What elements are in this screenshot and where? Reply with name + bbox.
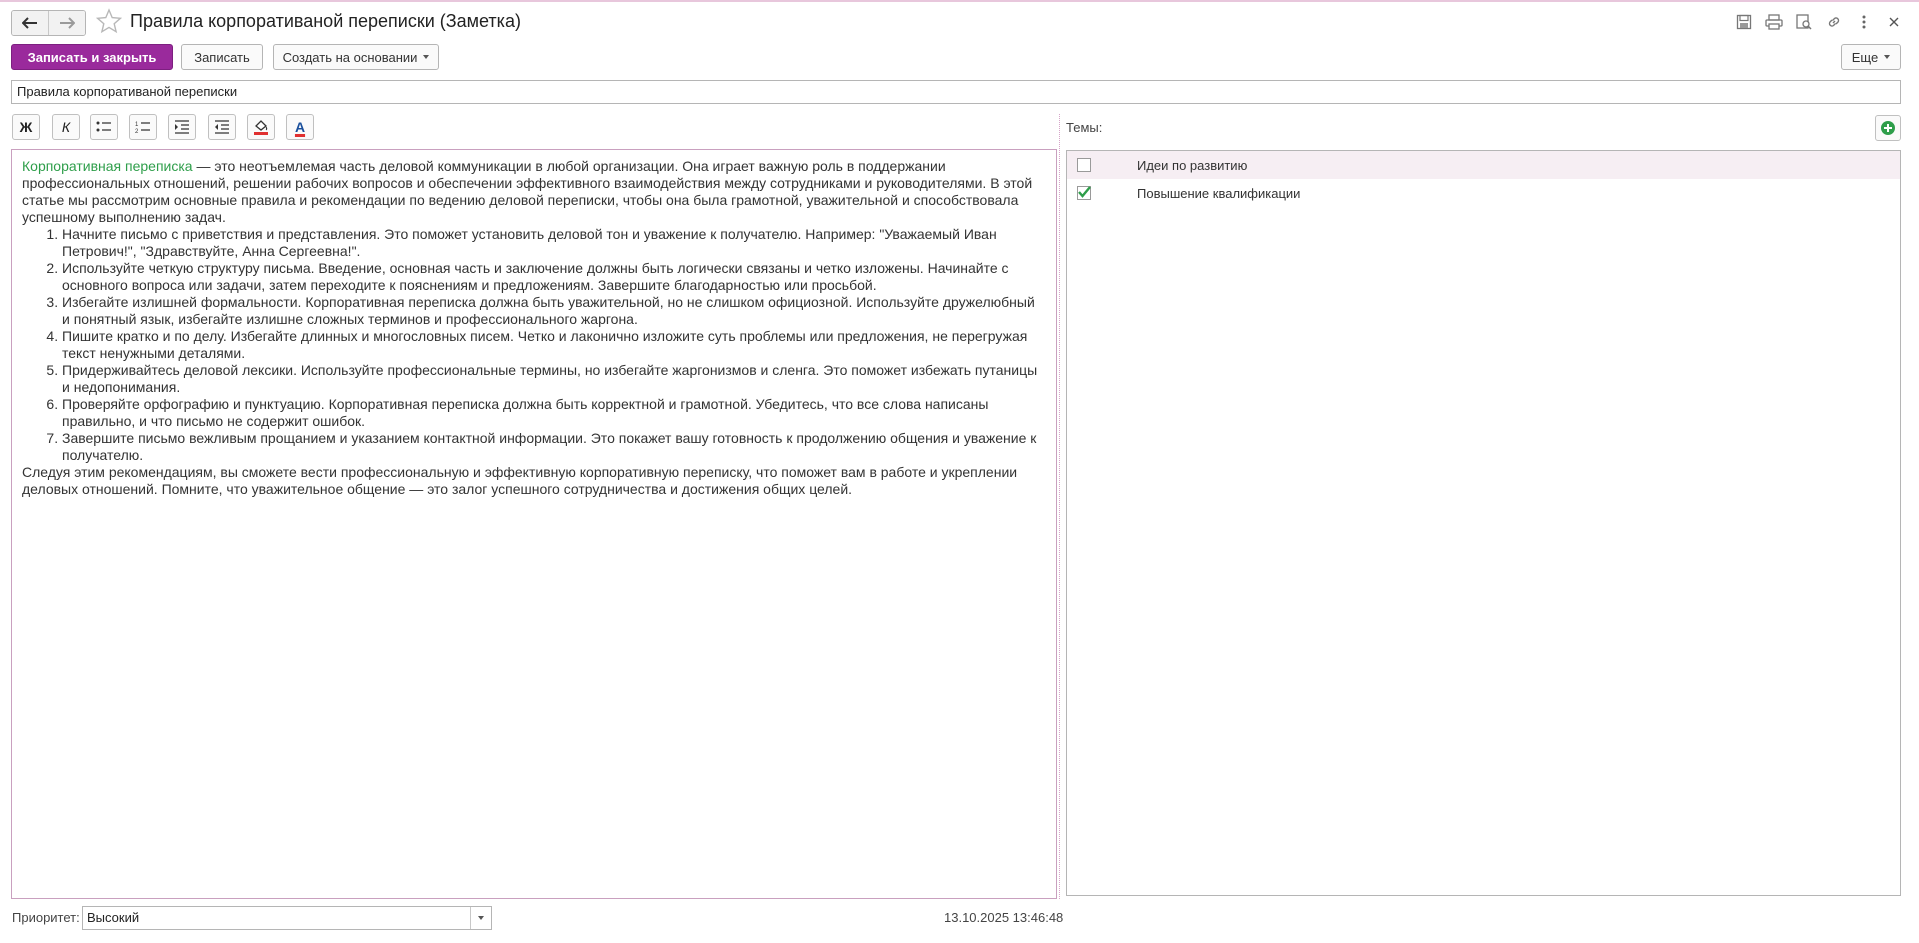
add-theme-button[interactable] <box>1875 115 1901 141</box>
chevron-down-icon <box>423 55 429 59</box>
themes-table <box>1066 150 1901 896</box>
window-top-border <box>0 0 1919 2</box>
outro-paragraph: Следуя этим рекомендациям, вы сможете вести профессиональную и эффективную корпоративную переписку, что поможет вам в работе и укреплении деловых отношений. Помните, что уважительное общение — это залог успешного сотрудничества и достижения общих целей. <box>22 464 1018 497</box>
chevron-down-icon <box>478 916 484 920</box>
save-button[interactable]: Записать <box>181 44 263 70</box>
window-title: Правила корпоративаной переписки (Заметка) <box>130 11 521 31</box>
list-item: 2. Используйте четкую структуру письма. Введение, основная часть и заключение должны быть логически связаны и четко изложены. Начинайте с основного вопроса или задачи, затем переходите к пояснениям и предложениям. Завершите благодарностью или просьбой. <box>62 260 1046 294</box>
panel-splitter[interactable] <box>1059 114 1062 899</box>
arrow-right-icon <box>59 17 75 29</box>
checkmark-icon <box>1077 185 1091 199</box>
more-button[interactable] <box>1841 44 1901 70</box>
decrease-indent-button[interactable] <box>208 114 236 140</box>
more-label: Еще <box>1851 49 1879 65</box>
list-item: 3. Избегайте излишней формальности. Корпоративная переписка должна быть уважительной, но не слишком официозной. Используйте дружелюбный и понятный язык, избегайте излишне сложных терминов и профессионального жаргона. <box>62 294 1046 328</box>
theme-checkbox[interactable] <box>1077 186 1091 200</box>
link-icon[interactable] <box>1823 11 1845 33</box>
rules-list <box>22 226 1046 464</box>
chevron-down-icon <box>1884 55 1890 59</box>
save-disk-icon[interactable] <box>1733 11 1755 33</box>
create-based-on-label: Создать на основании <box>282 49 418 65</box>
bulleted-list-icon <box>96 120 112 134</box>
save-and-close-button[interactable]: Записать и закрыть <box>11 44 173 70</box>
priority-value: Высокий <box>87 910 140 925</box>
numbered-list-icon <box>135 120 151 134</box>
svg-text:2: 2 <box>135 129 139 134</box>
note-text-editor[interactable] <box>11 149 1057 899</box>
list-item: 7. Завершите письмо вежливым прощанием и указанием контактной информации. Это покажет вашу готовность к продолжению общения и уважение к получателю. <box>62 430 1046 464</box>
theme-label: Повышение квалификации <box>1137 185 1301 201</box>
intro-text: — это неотъемлемая часть деловой коммуникации в любой организации. Она играет важную роль в поддержании профессиональных отношений, решении рабочих вопросов и обеспечении эффективного взаимодействия между сотрудниками и руководителями. В этой статье мы рассмотрим основные правила и рекомендации по ведению деловой переписки, чтобы она была грамотной, уважительной и способствовала успешному выполнению задач. <box>22 158 1033 225</box>
back-button[interactable] <box>12 11 48 35</box>
svg-text:1: 1 <box>135 122 139 128</box>
theme-label: Идеи по развитию <box>1137 157 1248 173</box>
list-item: 6. Проверяйте орфографию и пунктуацию. Корпоративная переписка должна быть корректной и грамотной. Убедитесь, что все слова написаны правильно, и что письмо не содержит ошибок. <box>62 396 1046 430</box>
print-icon[interactable] <box>1763 11 1785 33</box>
bold-icon: Ж <box>19 119 33 135</box>
star-icon <box>96 8 122 34</box>
list-item: 5. Придерживайтесь деловой лексики. Используйте профессиональные термины, но избегайте жаргонизмов и сленга. Это поможет избежать путаницы и недопонимания. <box>62 362 1046 396</box>
priority-select[interactable] <box>82 906 492 930</box>
fill-bucket-icon <box>253 119 269 135</box>
increase-indent-button[interactable] <box>168 114 196 140</box>
forward-button[interactable] <box>48 11 85 35</box>
favorite-star-button[interactable] <box>96 8 122 34</box>
create-based-on-button[interactable] <box>273 44 439 70</box>
font-color-icon: A <box>294 119 306 135</box>
italic-icon: К <box>61 119 71 135</box>
window-actions <box>1733 11 1905 33</box>
theme-checkbox[interactable] <box>1077 158 1091 172</box>
themes-label: Темы: <box>1066 120 1103 135</box>
indent-decrease-icon <box>214 120 230 134</box>
note-name-input[interactable]: Правила корпоративаной переписки <box>11 80 1901 104</box>
priority-label: Приоритет: <box>12 910 80 925</box>
priority-dropdown-button[interactable] <box>470 907 491 929</box>
arrow-left-icon <box>22 17 38 29</box>
table-row[interactable] <box>1067 151 1900 179</box>
preview-icon[interactable] <box>1793 11 1815 33</box>
list-item: 4. Пишите кратко и по делу. Избегайте длинных и многословных писем. Четко и лаконично изложите суть проблемы или предложения, не перегружая текст ненужными деталями. <box>62 328 1046 362</box>
intro-paragraph <box>22 158 1046 226</box>
indent-increase-icon <box>174 120 190 134</box>
note-datetime: 13.10.2025 13:46:48 <box>944 910 1064 925</box>
close-icon[interactable] <box>1883 11 1905 33</box>
list-item: 1. Начните письмо с приветствия и представления. Это поможет установить деловой тон и уважение к получателю. Например: "Уважаемый Иван Петрович!", "Здравствуйте, Анна Сергеевна!". <box>62 226 1046 260</box>
navigation-group <box>11 10 86 36</box>
bold-button[interactable] <box>12 114 40 140</box>
font-color-button[interactable] <box>286 114 314 140</box>
add-circle-icon <box>1880 120 1896 136</box>
more-vertical-icon[interactable] <box>1853 11 1875 33</box>
italic-button[interactable] <box>52 114 80 140</box>
background-color-button[interactable] <box>247 114 275 140</box>
numbered-list-button[interactable] <box>129 114 157 140</box>
bulleted-list-button[interactable] <box>90 114 118 140</box>
table-row[interactable] <box>1067 179 1900 207</box>
intro-highlight: Корпоративная переписка <box>22 158 193 174</box>
